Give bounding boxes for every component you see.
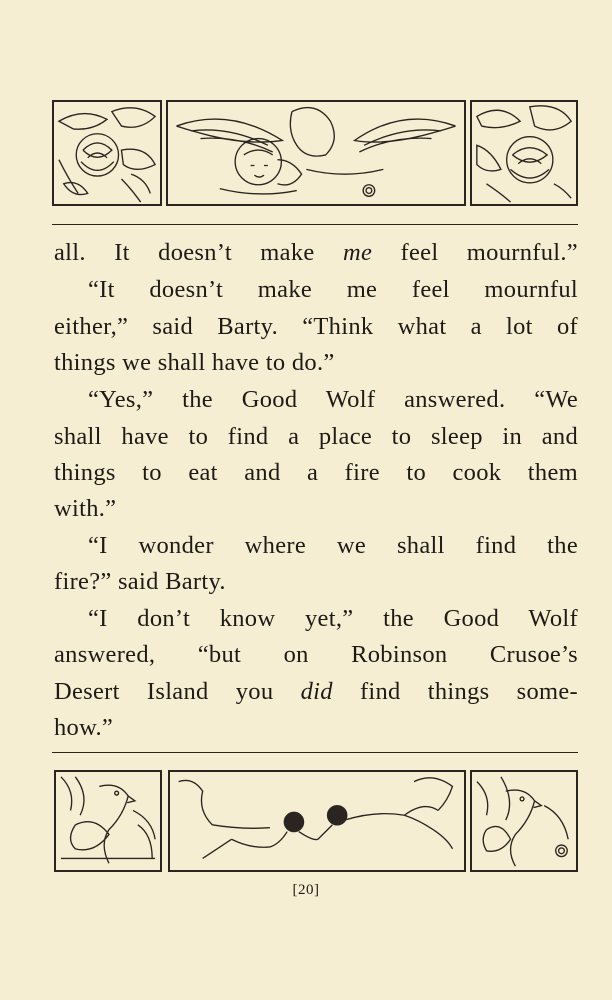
rose-icon — [54, 102, 160, 204]
text-line: either,” said Barty. “Think what a lot of — [54, 313, 578, 340]
monkeys-swinging-icon — [170, 772, 464, 870]
page-number: [20] — [292, 882, 320, 898]
text-line: how.” — [54, 714, 114, 741]
rose-icon — [472, 102, 576, 204]
footer-illustration-center — [168, 770, 466, 872]
header-rule — [52, 224, 578, 225]
header-illustration-center — [166, 100, 466, 206]
text-line: fire?” said Barty. — [54, 568, 226, 595]
angel-and-dove-icon — [168, 102, 464, 204]
text-line: all. It doesn’t make me feel mournful.” — [54, 239, 578, 266]
text-line: “I don’t know yet,” the Good Wolf — [88, 605, 578, 632]
footer-illustration-left — [54, 770, 162, 872]
parrot-icon — [472, 772, 576, 870]
footer-illustration-right — [470, 770, 578, 872]
text-line: things we shall have to do.” — [54, 349, 335, 376]
text-line: with.” — [54, 495, 117, 522]
text-line: answered, “but on Robinson Crusoe’s — [54, 641, 578, 668]
text-line: “Yes,” the Good Wolf answered. “We — [88, 386, 578, 413]
emphasized-word: me — [342, 239, 373, 266]
text-line: shall have to find a place to sleep in and — [54, 423, 578, 450]
parrot-icon — [56, 772, 160, 870]
text-line: “I wonder where we shall find the — [88, 532, 578, 559]
footer-rule — [52, 752, 578, 753]
emphasized-word: did — [300, 678, 333, 705]
text-line: things to eat and a fire to cook them — [54, 459, 578, 486]
header-illustration-right — [470, 100, 578, 206]
header-illustration-left — [52, 100, 162, 206]
text-line: “It doesn’t make me feel mournful — [88, 276, 578, 303]
text-line: Desert Island you did find things some- — [54, 678, 579, 705]
